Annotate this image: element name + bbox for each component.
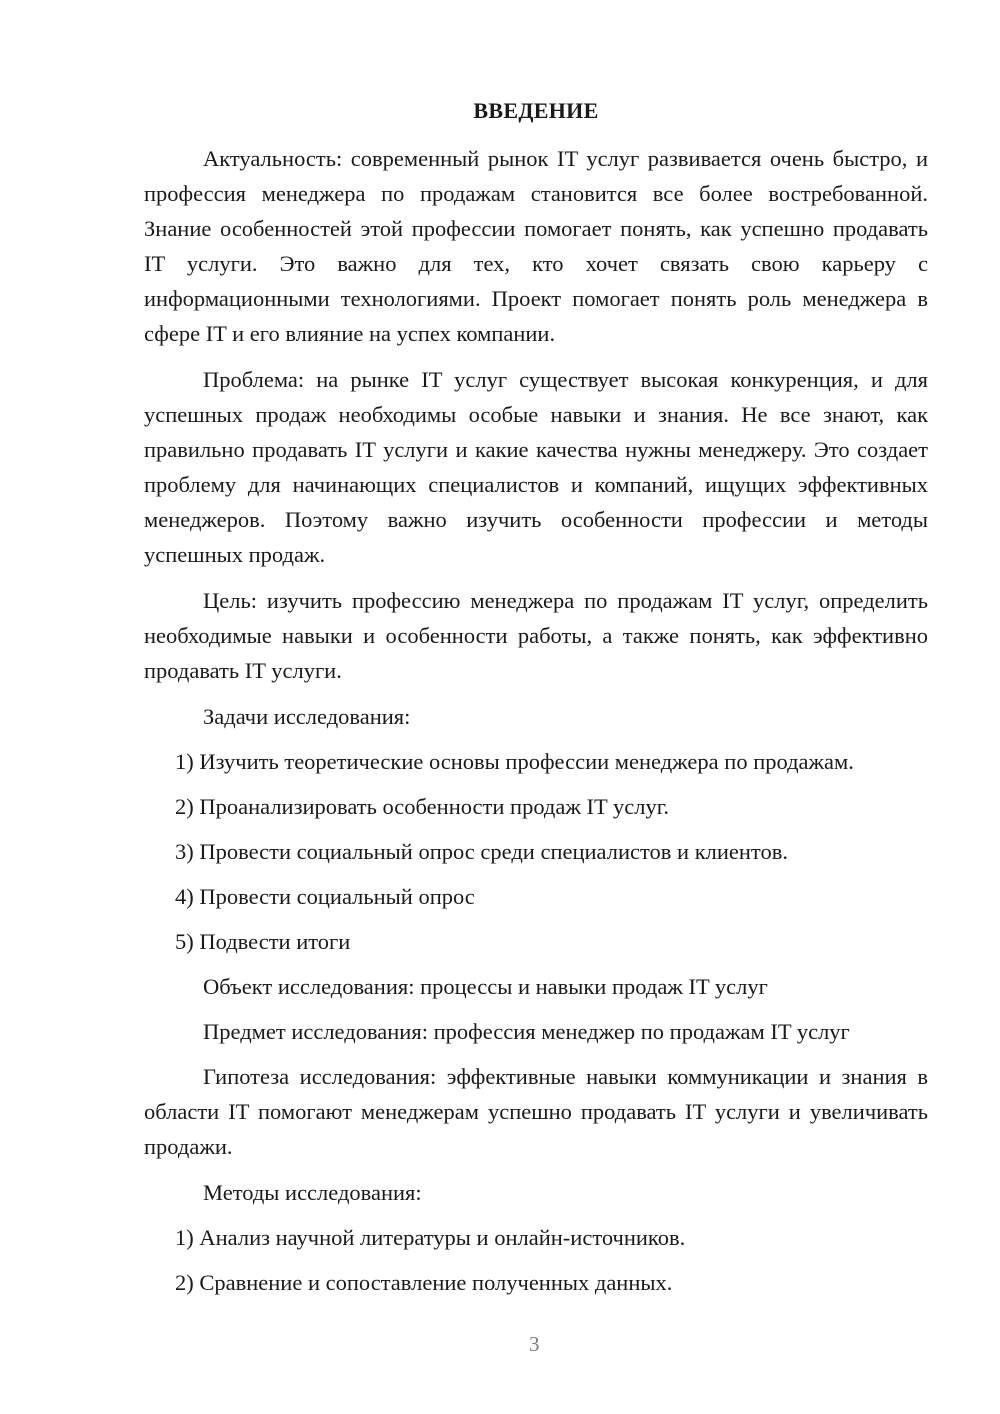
page-number: 3: [529, 1332, 540, 1356]
task-item-4: 4) Провести социальный опрос: [175, 884, 475, 909]
page-title: ВВЕДЕНИЕ: [473, 98, 599, 123]
problem-paragraph: Проблема: на рынке IT услуг существует высокая конкуренция, и для успешных продаж необходимы особые навыки и знания. Не все знают, как правильно продавать IT услуги и какие качества нужны менеджеру. Это создает проблему для начинающих специалистов и компаний, ищущих эффективных менеджеров. Поэтому важно изучить особенности профессии и методы успешных продаж.: [144, 367, 928, 567]
goal-paragraph: Цель: изучить профессию менеджера по продажам IT услуг, определить необходимые навыки и особенности работы, а также понять, как эффективно продавать IT услуги.: [144, 588, 928, 683]
tasks-heading: Задачи исследования:: [203, 704, 411, 729]
relevance-paragraph: Актуальность: современный рынок IT услуг развивается очень быстро, и профессия менеджера по продажам становится все более востребованной. Знание особенностей этой профессии помогает понять, как успешно продавать IT услуги. Это важно для тех, кто хочет связать свою карьеру с информационными технологиями. Проект помогает понять роль менеджера в сфере IT и его влияние на успех компании.: [144, 146, 928, 346]
task-item-2: 2) Проанализировать особенности продаж IT услуг.: [175, 794, 670, 819]
hypothesis-paragraph: Гипотеза исследования: эффективные навыки коммуникации и знания в области IT помогают менеджерам успешно продавать IT услуги и увеличивать продажи.: [144, 1064, 928, 1159]
object-line: Объект исследования: процессы и навыки продаж IT услуг: [203, 974, 768, 999]
method-item-1: 1) Анализ научной литературы и онлайн-источников.: [175, 1225, 686, 1250]
method-item-2: 2) Сравнение и сопоставление полученных данных.: [175, 1270, 673, 1295]
task-item-1: 1) Изучить теоретические основы профессии менеджера по продажам.: [175, 749, 854, 774]
page-content: [144, 96, 928, 1310]
subject-line: Предмет исследования: профессия менеджер по продажам IT услуг: [203, 1019, 850, 1044]
methods-heading: Методы исследования:: [203, 1180, 422, 1205]
task-item-5: 5) Подвести итоги: [175, 929, 351, 954]
task-item-3: 3) Провести социальный опрос среди специалистов и клиентов.: [175, 839, 788, 864]
